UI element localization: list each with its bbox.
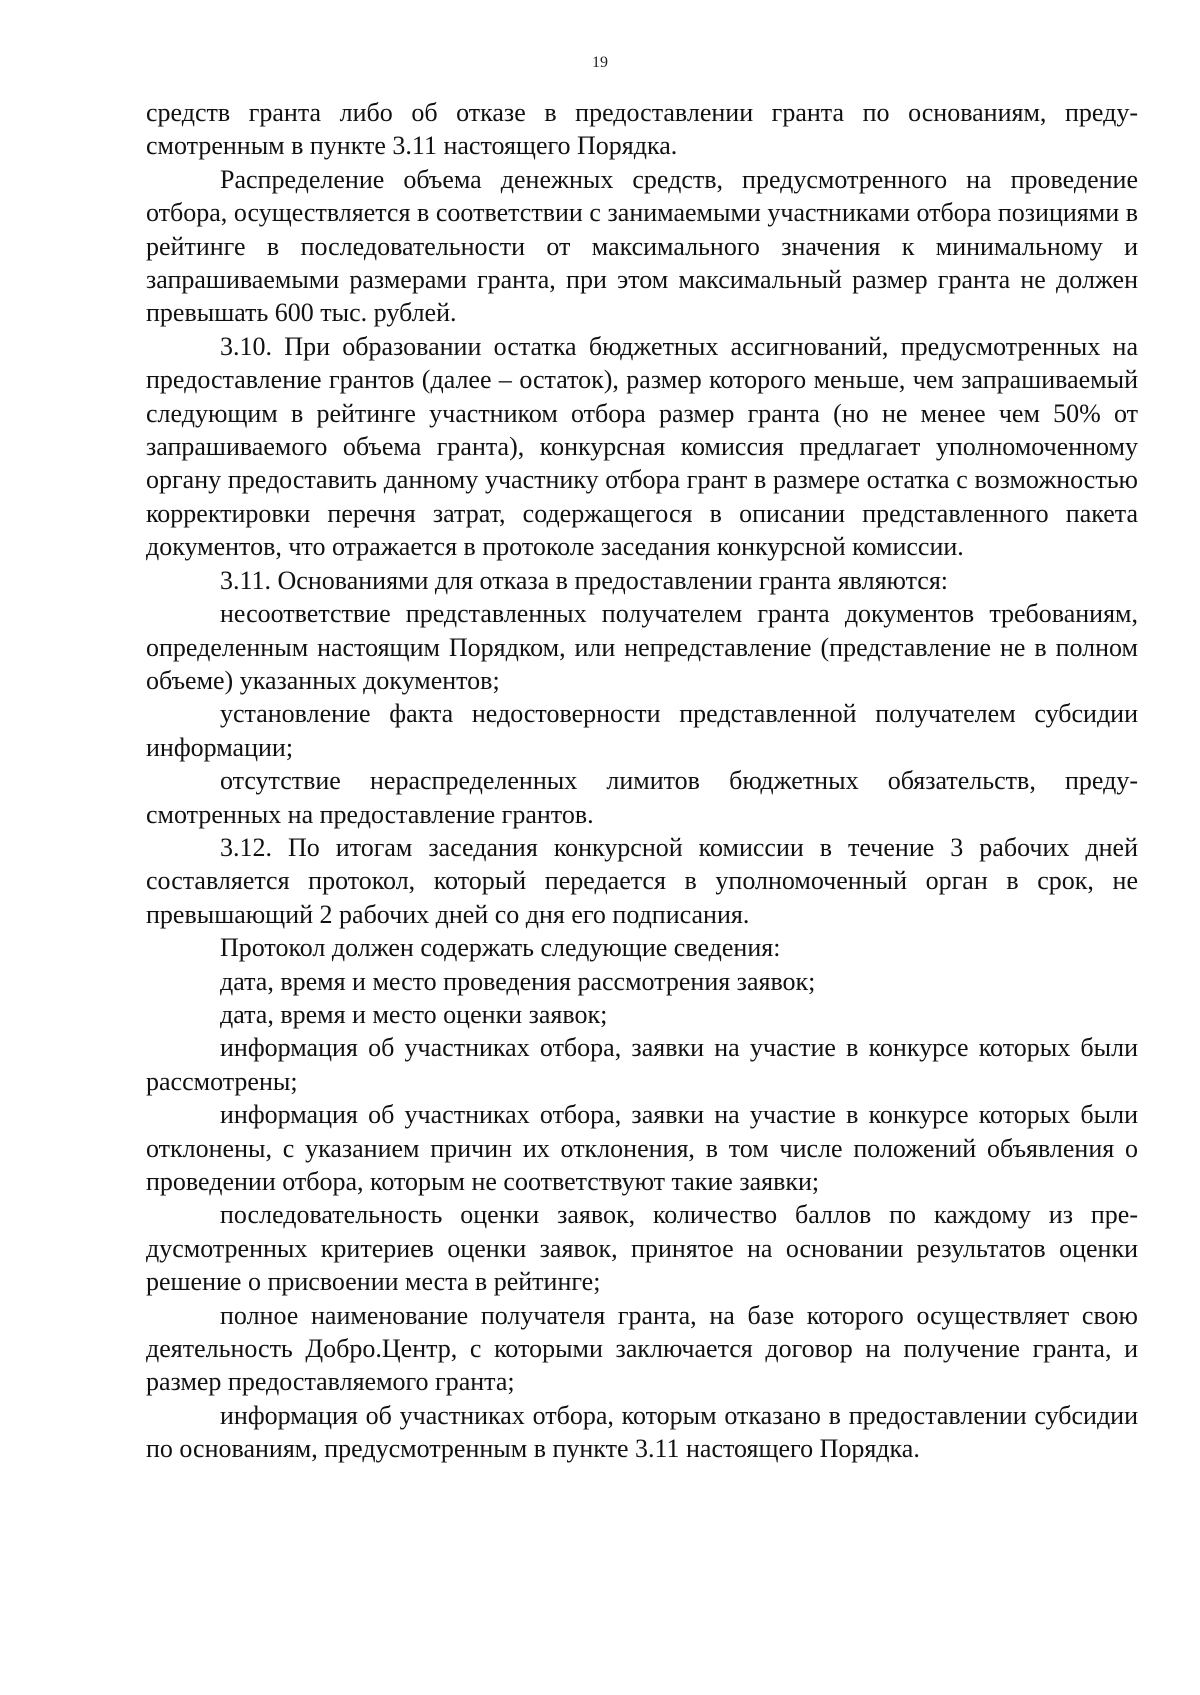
- refusal-ground-item: несоответствие представленных получателем гранта документов требованиям, определенным настоящим Порядком, или непредставление (представление не в полном объеме) указанных документов;: [146, 599, 1138, 695]
- page-number: 19: [592, 54, 608, 71]
- refusal-ground-item: установление факта недостоверности представленной получателем субсидии информации;: [146, 699, 1138, 762]
- protocol-item: информация об участниках отбора, которым отказано в предоставлении субсидии по основаниям, предусмотренным в пункте 3.11 настоящего Порядка.: [146, 1400, 1138, 1464]
- protocol-item: информация об участниках отбора, заявки на участие в конкурсе которых были рассмотрены;: [146, 1033, 1138, 1096]
- paragraph-3-11: 3.11. Основаниями для отказа в предоставлении гранта являются:: [220, 565, 949, 595]
- refusal-ground-item: отсутствие нераспределенных лимитов бюджетных обязательств, предусмотренных на предоставление грантов.: [146, 766, 1138, 829]
- paragraph-3-12: 3.12. По итогам заседания конкурсной комиссии в течение 3 рабочих дней составляется протокол, который передается в уполномоченный орган в срок, не превышающий 2 рабочих дней со дня его подписания.: [146, 832, 1138, 929]
- protocol-contents-intro: Протокол должен содержать следующие сведения:: [220, 933, 781, 963]
- paragraph-3-10: 3.10. При образовании остатка бюджетных ассигнований, предусмотренных на предоставление грантов (далее – остаток), размер которого меньше, чем запрашиваемый следующим в рейтинге участником отбора размер гранта (но не менее чем 50% от запрашиваемого объема гранта), конкурсная комиссия предлагает уполномоченному органу предоставить данному участнику отбора грант в размере остатка с возможностью корректировки перечня затрат, содержащегося в описании представленного пакета документов, что отражается в протоколе заседания конкурсной комиссии.: [146, 331, 1138, 562]
- protocol-item: дата, время и место оценки заявок;: [220, 999, 608, 1029]
- paragraph-continuation: средств гранта либо об отказе в предоставлении гранта по основаниям, предусмотренным в пункте 3.11 настоящего Порядка.: [146, 98, 1138, 161]
- protocol-item: дата, время и место проведения рассмотрения заявок;: [220, 966, 816, 996]
- document-body: [146, 96, 1138, 1466]
- protocol-item: информация об участниках отбора, заявки на участие в конкурсе которых были отклонены, с указанием причин их отклонения, в том числе положений объявления о проведении отбора, которым не соответствуют такие заявки;: [146, 1100, 1138, 1196]
- protocol-item: полное наименование получателя гранта, на базе которого осуществляет свою деятельность Добро.Центр, с которыми заключается договор на получение гранта, и размер предоставляемого гранта;: [146, 1300, 1138, 1397]
- protocol-item: последовательность оценки заявок, количество баллов по каждому из предусмотренных критериев оценки заявок, принятое на основании результатов оценки решение о присвоении места в рейтинге;: [146, 1200, 1138, 1297]
- paragraph-fund-distribution: Распределение объема денежных средств, предусмотренного на проведение отбора, осуществляется в соответствии с занимаемыми участниками отбора позициями в рейтинге в последовательности от максимального значения к минимальному и запрашиваемыми размерами гранта, при этом максимальный размер гранта не должен превышать 600 тыс. рублей.: [146, 164, 1138, 328]
